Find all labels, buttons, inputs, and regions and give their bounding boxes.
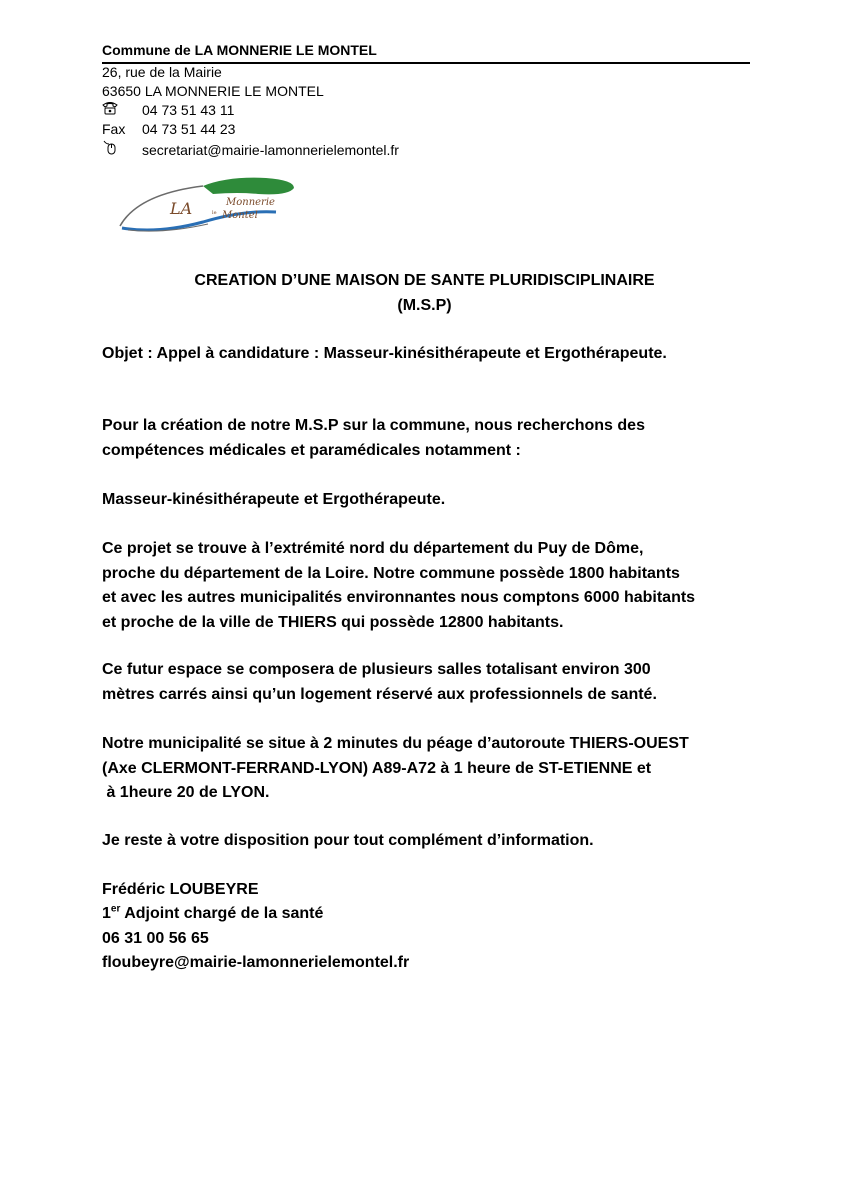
paragraph-line: mètres carrés ainsi qu’un logement réservé aux professionnels de santé. <box>102 685 657 703</box>
paragraph-space <box>102 658 762 707</box>
paragraph-line: Ce futur espace se composera de plusieurs salles totalisant environ 300 <box>102 661 651 678</box>
address-city: 63650 LA MONNERIE LE MONTEL <box>102 83 324 99</box>
commune-logo <box>118 172 300 234</box>
paragraph-line: proche du département de la Loire. Notre commune possède 1800 habitants <box>102 564 680 582</box>
paragraph-closing <box>102 829 762 854</box>
fax-number: 04 73 51 44 23 <box>142 121 236 137</box>
document-title: CREATION D’UNE MAISON DE SANTE PLURIDISCIPLINAIRE <box>194 272 655 289</box>
signature-name: Frédéric LOUBEYRE <box>102 881 259 898</box>
signature-email[interactable]: floubeyre@mairie-lamonnerielemontel.fr <box>102 954 410 971</box>
paragraph-location <box>102 537 762 635</box>
paragraph-access <box>102 732 762 806</box>
address-street: 26, rue de la Mairie <box>102 64 222 80</box>
paragraph-intro <box>102 414 762 463</box>
objet-line: Objet : Appel à candidature : Masseur-kinésithérapeute et Ergothérapeute. <box>102 345 667 362</box>
paragraph-line: et proche de la ville de THIERS qui possède 12800 habitants. <box>102 613 564 631</box>
logo-monnerie-text: Monnerie <box>226 197 275 208</box>
mouse-icon <box>102 139 142 160</box>
paragraph-line: et avec les autres municipalités environnantes nous comptons 6000 habitants <box>102 589 696 606</box>
phone-number: 04 73 51 43 11 <box>142 102 235 118</box>
phone-row <box>102 101 234 120</box>
fax-label: Fax <box>102 121 126 137</box>
paragraph-line: Ce projet se trouve à l’extrémité nord du département du Puy de Dôme, <box>102 540 644 557</box>
paragraph-line: compétences médicales et paramédicales notamment : <box>102 441 521 459</box>
paragraph-line: à 1heure 20 de LYON. <box>102 784 270 801</box>
signature-role <box>102 902 323 927</box>
fax-row <box>102 120 235 139</box>
logo-la-text: LA <box>170 199 193 218</box>
paragraph-line: Pour la création de notre M.S.P sur la commune, nous recherchons des <box>102 417 645 434</box>
logo-le-text: le <box>212 210 217 216</box>
paragraph-professions <box>102 488 762 513</box>
role-number: 1 <box>102 905 111 922</box>
paragraph-line: Masseur-kinésithérapeute et Ergothérapeute. <box>102 491 446 508</box>
paragraph-line: (Axe CLERMONT-FERRAND-LYON) A89-A72 à 1 heure de ST-ETIENNE et <box>102 759 652 777</box>
role-superscript: er <box>110 903 121 915</box>
email-row <box>102 139 399 160</box>
role-text: Adjoint chargé de la santé <box>120 905 324 922</box>
signature-phone: 06 31 00 56 65 <box>102 930 209 947</box>
paragraph-line: Notre municipalité se situe à 2 minutes du péage d’autoroute THIERS-OUEST <box>102 735 689 752</box>
email-link[interactable]: secretariat@mairie-lamonnerielemontel.fr <box>142 142 399 158</box>
paragraph-line: Je reste à votre disposition pour tout complément d’information. <box>102 832 594 849</box>
logo-montel-text: Montel <box>222 210 258 221</box>
phone-icon <box>102 101 142 120</box>
document-subtitle: (M.S.P) <box>397 297 452 314</box>
commune-header: Commune de LA MONNERIE LE MONTEL <box>102 40 750 64</box>
